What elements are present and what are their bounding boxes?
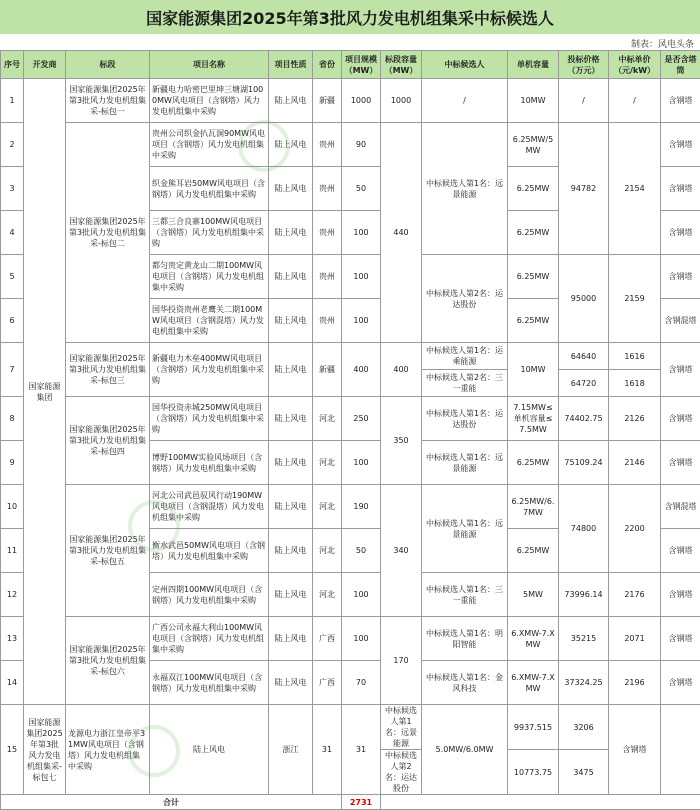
table-row — [1, 617, 700, 661]
cell-section: 国家能源集团2025年第3批风力发电机组集采-标包二 — [66, 123, 150, 343]
cell-scale: 50 — [342, 529, 381, 573]
bid-table — [0, 50, 700, 810]
table-row — [1, 397, 700, 441]
cell-province: 贵州 — [313, 123, 342, 167]
cell-capacity: 170 — [381, 617, 422, 705]
cell-unit: 6.25MW — [508, 441, 559, 485]
cell-no: 6 — [1, 299, 24, 343]
cell-project: 织金熊耳岩50MW风电项目（含钢塔）风力发电机组集中采购 — [150, 167, 269, 211]
cell-province: 新疆 — [313, 343, 342, 397]
cell-price: 74800 — [559, 485, 609, 573]
cell-province: 河北 — [313, 397, 342, 441]
page-title: 国家能源集团2025年第3批风力发电机组集采中标候选人 — [146, 6, 554, 29]
cell-tower: 含钢塔 — [661, 255, 700, 299]
total-row — [1, 795, 700, 810]
cell-project: 河北公司武邑驭风行动190MW风电项目（含钢混塔）风力发电机组集中采购 — [150, 485, 269, 529]
cell-tower: 含钢混塔 — [661, 485, 700, 529]
cell-candidate: 中标候选人第1名：三一重能 — [422, 573, 508, 617]
cell-unitprice: / — [609, 79, 661, 123]
col-header: 项目规模（MW） — [342, 51, 381, 79]
cell-no: 9 — [1, 441, 24, 485]
cell-unit: 6.25MW — [508, 529, 559, 573]
cell-unitprice: 1616 — [609, 343, 661, 370]
cell-no: 15 — [1, 705, 24, 795]
cell-price: 64640 — [559, 343, 609, 370]
cell-nature: 陆上风电 — [269, 299, 313, 343]
cell-project: 国华投资赤城250MW风电项目（含钢塔）风力发电机组集中采购 — [150, 397, 269, 441]
cell-candidate: 中标候选人第1名：远景能源 — [422, 485, 508, 573]
cell-no: 8 — [1, 397, 24, 441]
cell-unitprice: 2200 — [609, 485, 661, 573]
cell-section: 国家能源集团2025年第3批风力发电机组集采-标包四 — [66, 397, 150, 485]
col-header: 标段容量（MW） — [381, 51, 422, 79]
cell-project: 博野100MW实验风场项目（含钢塔）风力发电机组集中采购 — [150, 441, 269, 485]
cell-nature: 陆上风电 — [269, 211, 313, 255]
cell-province: 贵州 — [313, 255, 342, 299]
cell-tower: 含钢塔 — [661, 343, 700, 397]
cell-nature: 陆上风电 — [269, 485, 313, 529]
table-row — [1, 123, 700, 167]
col-header: 是否含塔筒 — [661, 51, 700, 79]
col-header: 序号 — [1, 51, 24, 79]
col-header: 项目性质 — [269, 51, 313, 79]
cell-section: 国家能源集团2025年第3批风力发电机组集采-标包六 — [66, 617, 150, 705]
cell-scale: 100 — [342, 441, 381, 485]
cell-no: 3 — [1, 167, 24, 211]
cell-project: 衡水武邑50MW风电项目（含钢塔）风力发电机组集中采购 — [150, 529, 269, 573]
cell-scale: 100 — [342, 255, 381, 299]
cell-candidate: 中标候选人第2名：运达股份 — [422, 255, 508, 343]
cell-unit: 6.25MW — [508, 211, 559, 255]
cell-unit: 6.25MW — [508, 299, 559, 343]
cell-candidate: 中标候选人第1名：金风科技 — [422, 661, 508, 705]
cell-section: 国家能源集团2025年第3批风力发电机组集采-标包三 — [66, 343, 150, 397]
col-header: 单机容量 — [508, 51, 559, 79]
cell-candidate: 中标候选人第2名：运达股份 — [381, 750, 422, 795]
cell-tower: 含钢塔 — [661, 211, 700, 255]
cell-unitprice: 2071 — [609, 617, 661, 661]
cell-unitprice: 3475 — [559, 750, 609, 795]
cell-price: 94782 — [559, 123, 609, 255]
cell-unitprice: 1618 — [609, 370, 661, 397]
col-header: 省份 — [313, 51, 342, 79]
title-bar — [0, 0, 700, 34]
cell-candidate: 中标候选人第1名：远景能源 — [422, 441, 508, 485]
cell-scale: 1000 — [342, 79, 381, 123]
cell-capacity: 1000 — [381, 79, 422, 123]
source-note: 制表：风电头条 — [631, 37, 694, 50]
cell-tower: 含钢塔 — [661, 441, 700, 485]
table-row — [1, 343, 700, 370]
cell-tower: 含钢塔 — [661, 167, 700, 211]
cell-scale: 250 — [342, 397, 381, 441]
cell-project: 龙源电力浙江皇帝平31MW风电项目（含钢塔）风力发电机组集中采购 — [66, 705, 150, 795]
cell-nature: 陆上风电 — [269, 343, 313, 397]
cell-unit: 6.XMW-7.XMW — [508, 617, 559, 661]
cell-nature: 陆上风电 — [269, 167, 313, 211]
cell-candidate: 中标候选人第1名：远景能源 — [422, 123, 508, 255]
cell-project: 广西公司永福大利山100MW风电项目（含钢塔）风力发电机组集中采购 — [150, 617, 269, 661]
cell-scale: 100 — [342, 573, 381, 617]
cell-nature: 陆上风电 — [269, 397, 313, 441]
header-row — [1, 51, 700, 79]
cell-capacity: 340 — [381, 485, 422, 617]
cell-unitprice: 2154 — [609, 123, 661, 255]
cell-tower: 含钢塔 — [661, 79, 700, 123]
cell-nature: 陆上风电 — [269, 79, 313, 123]
cell-unit: 6.25MW/5MW — [508, 123, 559, 167]
col-header: 开发商 — [24, 51, 66, 79]
cell-tower: 含钢塔 — [661, 529, 700, 573]
cell-nature: 陆上风电 — [269, 123, 313, 167]
cell-unit: 7.15MW≤单机容量≤7.5MW — [508, 397, 559, 441]
cell-scale: 400 — [342, 343, 381, 397]
cell-section: 国家能源集团2025年第3批风力发电机组集采-标包七 — [24, 705, 66, 795]
cell-project: 新疆电力哈密巴里坤三塘湖1000MW风电项目（含钢塔）风力发电机组集中采购 — [150, 79, 269, 123]
col-header: 中标单价（元/kW） — [609, 51, 661, 79]
cell-no: 7 — [1, 343, 24, 397]
cell-no: 1 — [1, 79, 24, 123]
cell-province: 贵州 — [313, 299, 342, 343]
cell-province: 河北 — [313, 441, 342, 485]
col-header: 投标价格（万元） — [559, 51, 609, 79]
cell-unitprice: 3206 — [559, 705, 609, 750]
cell-scale: 190 — [342, 485, 381, 529]
cell-scale: 90 — [342, 123, 381, 167]
cell-province: 新疆 — [313, 79, 342, 123]
cell-section: 国家能源集团2025年第3批风力发电机组集采-标包五 — [66, 485, 150, 617]
cell-price: 37324.25 — [559, 661, 609, 705]
cell-capacity: 400 — [381, 343, 422, 397]
cell-project: 都匀贵定黄龙山二期100MW风电项目（含钢塔）风力发电机组集中采购 — [150, 255, 269, 299]
cell-scale: 70 — [342, 661, 381, 705]
cell-price: 64720 — [559, 370, 609, 397]
cell-tower: 含钢塔 — [661, 661, 700, 705]
cell-capacity: 440 — [381, 123, 422, 343]
col-header: 项目名称 — [150, 51, 269, 79]
cell-unit: 6.25MW/6.7MW — [508, 485, 559, 529]
cell-no: 10 — [1, 485, 24, 529]
cell-tower: 含钢塔 — [661, 573, 700, 617]
cell-unit: 10MW — [508, 79, 559, 123]
cell-province: 贵州 — [313, 167, 342, 211]
cell-price: 75109.24 — [559, 441, 609, 485]
cell-no: 14 — [1, 661, 24, 705]
cell-no: 5 — [1, 255, 24, 299]
cell-nature: 陆上风电 — [269, 255, 313, 299]
cell-developer: 国家能源集团 — [24, 79, 66, 705]
cell-unit: 5.0MW/6.0MW — [422, 705, 508, 795]
cell-scale: 50 — [342, 167, 381, 211]
cell-nature: 陆上风电 — [269, 661, 313, 705]
cell-province: 贵州 — [313, 211, 342, 255]
cell-candidate: / — [422, 79, 508, 123]
cell-scale: 100 — [342, 211, 381, 255]
table-row — [1, 485, 700, 529]
cell-project: 新疆电力木垒400MW风电项目（含钢塔）风力发电机组集中采购 — [150, 343, 269, 397]
cell-price: 73996.14 — [559, 573, 609, 617]
cell-unitprice: 2196 — [609, 661, 661, 705]
cell-unit: 6.XMW-7.XMW — [508, 661, 559, 705]
cell-unitprice: 2159 — [609, 255, 661, 343]
cell-unit: 5MW — [508, 573, 559, 617]
cell-capacity: 350 — [381, 397, 422, 485]
cell-project: 定州四期100MW风电项目（含钢塔）风力发电机组集中采购 — [150, 573, 269, 617]
cell-tower: 含钢塔 — [661, 397, 700, 441]
cell-no: 12 — [1, 573, 24, 617]
cell-unit: 6.25MW — [508, 167, 559, 211]
cell-candidate: 中标候选人第2名：三一重能 — [422, 370, 508, 397]
cell-tower: 含钢塔 — [609, 705, 661, 795]
cell-province: 河北 — [313, 529, 342, 573]
cell-project: 国华投资贵州老鹰关二期100MW风电项目（含钢混塔）风力发电机组集中采购 — [150, 299, 269, 343]
cell-candidate: 中标候选人第1名：明阳智能 — [422, 617, 508, 661]
cell-section: 国家能源集团2025年第3批风力发电机组集采-标包一 — [66, 79, 150, 123]
total-value: 2731 — [342, 795, 381, 810]
cell-scale: 31 — [313, 705, 342, 795]
cell-no: 4 — [1, 211, 24, 255]
cell-no: 11 — [1, 529, 24, 573]
cell-province: 广西 — [313, 617, 342, 661]
cell-price: 9937.515 — [508, 705, 559, 750]
cell-candidate: 中标候选人第1名：远景能源 — [381, 705, 422, 750]
cell-unitprice: 2126 — [609, 397, 661, 441]
cell-tower: 含钢塔 — [661, 617, 700, 661]
cell-price: 95000 — [559, 255, 609, 343]
col-header: 中标候选人 — [422, 51, 508, 79]
cell-unitprice: 2146 — [609, 441, 661, 485]
cell-project: 贵州公司织金扒瓦洞90MW风电项目（含钢塔）风力发电机组集中采购 — [150, 123, 269, 167]
cell-price: 10773.75 — [508, 750, 559, 795]
table-row — [1, 79, 700, 123]
cell-tower: 含钢塔 — [661, 123, 700, 167]
cell-price: / — [559, 79, 609, 123]
cell-scale: 100 — [342, 299, 381, 343]
cell-nature: 陆上风电 — [269, 617, 313, 661]
total-blank — [381, 795, 700, 810]
cell-project: 三都三合良寨100MW风电项目（含钢塔）风力发电机组集中采购 — [150, 211, 269, 255]
cell-unit: 10MW — [508, 343, 559, 397]
cell-scale: 100 — [342, 617, 381, 661]
cell-province: 河北 — [313, 573, 342, 617]
col-header: 标段 — [66, 51, 150, 79]
cell-capacity: 31 — [342, 705, 381, 795]
cell-province: 浙江 — [269, 705, 313, 795]
total-label: 合计 — [1, 795, 342, 810]
cell-nature: 陆上风电 — [269, 573, 313, 617]
cell-candidate: 中标候选人第1名：运达股份 — [422, 397, 508, 441]
cell-nature: 陆上风电 — [269, 441, 313, 485]
cell-project: 永福双江100MW风电项目（含钢塔）风力发电机组集中采购 — [150, 661, 269, 705]
cell-price: 35215 — [559, 617, 609, 661]
cell-no: 2 — [1, 123, 24, 167]
cell-province: 河北 — [313, 485, 342, 529]
cell-nature: 陆上风电 — [150, 705, 269, 795]
cell-unitprice: 2176 — [609, 573, 661, 617]
cell-no: 13 — [1, 617, 24, 661]
cell-price: 74402.75 — [559, 397, 609, 441]
table-row — [1, 705, 700, 750]
cell-tower: 含钢混塔 — [661, 299, 700, 343]
cell-unit: 6.25MW — [508, 255, 559, 299]
cell-nature: 陆上风电 — [269, 529, 313, 573]
cell-province: 广西 — [313, 661, 342, 705]
cell-candidate: 中标候选人第1名：运乘能源 — [422, 343, 508, 370]
